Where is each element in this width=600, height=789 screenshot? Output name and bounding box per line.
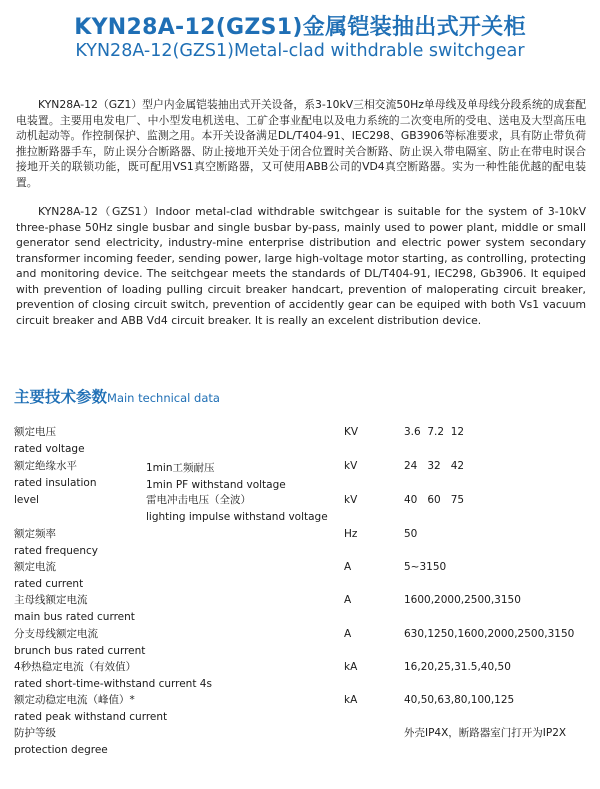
pf-withstand-label-en: 1min PF withstand voltage [146,479,286,491]
peak-withstand-label-cn: 额定动稳定电流（峰值）* [14,694,135,706]
main-bus-label-en: main bus rated current [14,611,135,623]
protection-degree-value: 外壳IP4X，断路器室门打开为IP2X [404,727,567,739]
rated-frequency-value: 50 [404,528,418,540]
lightning-impulse-value: 40 60 75 [404,494,465,506]
rated-frequency-unit: Hz [344,528,358,540]
short-time-current-value: 16,20,25,31.5,40,50 [404,661,511,673]
pf-withstand-value: 24 32 42 [404,460,465,472]
branch-bus-label-cn: 分支母线额定电流 [14,628,98,640]
main-bus-label-cn: 主母线额定电流 [14,594,88,606]
insulation-label-cn: 额定绝缘水平 [14,460,77,472]
short-time-current-unit: kA [344,661,358,673]
rated-frequency-label-cn: 额定频率 [14,528,56,540]
intro-paragraph-cn: KYN28A-12（GZ1）型户内金属铠装抽出式开关设备，系3-10kV三相交流50Hz单母线及单母线分段系统的成套配电装置。主要用电发电厂、中小型发电机送电、工矿企事业配电以及电力系统的二次变电所的受电、送电及大型高压电动机起动等。作控制保护、监测之用。本开关设备满足DL/T404-91、IEC298、GB3906等标准要求，具有防止带负荷推拉断路器手车，防止误分合断路器、防止接地开关处于闭合位置时关合断路、防止误入带电隔室、防止在带电时误合接地开关的联锁功能，既可配用VS1真空断路器，又可使用ABB公司的VD4真空断路器。实为一种性能优越的配电装置。 [16,98,586,189]
main-bus-unit: A [344,594,352,606]
intro-paragraph-en: KYN28A-12（GZS1）Indoor metal-clad withdrable switchgear is suitable for the system of 3-10kV three-phase 50Hz single busbar and single busbar by-pass, mainly used to power plant, middle or small generator send electricity, industry-mine enterprise distribution and electric power system secondary transformer incoming feeder, sending power, large high-voltage motor starting, as controlling, protecting and monitoring device. The seitchgear meets the standards of DL/T404-91, IEC298, Gb3906. It equiped with prevention of loading pulling circuit breaker handcart, prevention of maloperating circuit breaker, prevention of closing circuit switch, prevention of accidently gear can be equiped with both Vs1 vacuum circuit breaker and ABB Vd4 circuit breaker. It is really an excelent distribution device. [16,205,586,327]
lightning-impulse-unit: kV [344,494,358,506]
main-bus-value: 1600,2000,2500,3150 [404,594,521,606]
rated-voltage-unit: KV [344,426,359,438]
pf-withstand-label-cn: 1min工频耐压 [146,462,215,474]
lightning-impulse-label-cn: 雷电冲击电压（全波） [146,494,251,506]
rated-current-unit: A [344,561,352,573]
insulation-label-en1: rated insulation [14,477,97,489]
peak-withstand-value: 40,50,63,80,100,125 [404,694,515,706]
rated-current-label-en: rated current [14,578,84,590]
rated-voltage-label-en: rated voltage [14,443,85,455]
insulation-label-en2: level [14,494,39,506]
branch-bus-value: 630,1250,1600,2000,2500,3150 [404,628,575,640]
pf-withstand-unit: kV [344,460,358,472]
short-time-current-label-en: rated short-time-withstand current 4s [14,678,212,690]
rated-voltage-value: 3.6 7.2 12 [404,426,465,438]
peak-withstand-label-en: rated peak withstand current [14,711,168,723]
peak-withstand-unit: kA [344,694,358,706]
section-title-en: Main technical data [107,391,220,405]
branch-bus-unit: A [344,628,352,640]
rated-voltage-label-cn: 额定电压 [14,426,56,438]
protection-degree-label-cn: 防护等级 [14,727,56,739]
section-title-cn: 主要技术参数 [14,388,108,406]
short-time-current-label-cn: 4秒热稳定电流（有效值） [14,661,137,673]
rated-frequency-label-en: rated frequency [14,545,98,557]
page-title-cn: KYN28A-12(GZS1)金属铠装抽出式开关柜 [74,15,526,40]
protection-degree-label-en: protection degree [14,744,108,756]
rated-current-label-cn: 额定电流 [14,561,56,573]
lightning-impulse-label-en: lighting impulse withstand voltage [146,511,328,523]
rated-current-value: 5~3150 [404,561,447,573]
branch-bus-label-en: brunch bus rated current [14,645,146,657]
page-title-en: KYN28A-12(GZS1)Metal-clad withdrable switchgear [75,41,525,61]
